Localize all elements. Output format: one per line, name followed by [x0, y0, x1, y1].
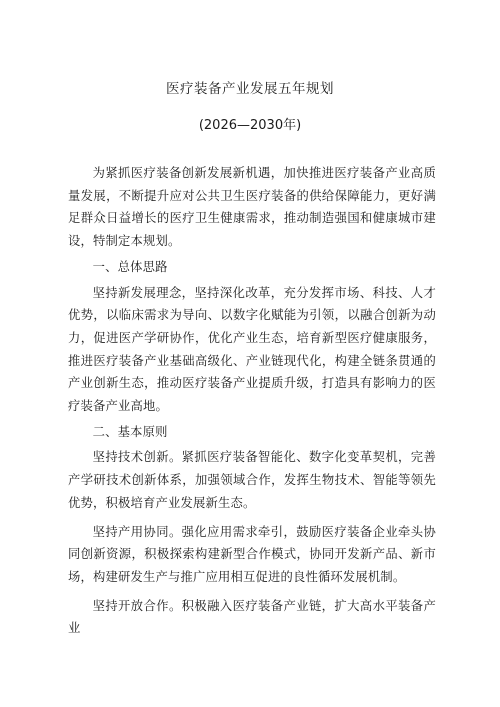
document-body [68, 162, 436, 640]
overall-approach-paragraph: 坚持新发展理念，坚持深化改革，充分发挥市场、科技、人才优势，以临床需求为导向、以数字化赋能为引领，以融合创新为动力，促进医产学研协作，优化产业生态，培育新型医疗健康服务，推进医疗装备产业基础高级化、产业链现代化，构建全链条贯通的产业创新生态，推动医疗装备产业提质升级，打造具有影响力的医疗装备产业高地。 [68, 285, 436, 414]
document-title: 医疗装备产业发展五年规划 [166, 81, 334, 97]
principle-tech-innovation-paragraph: 坚持技术创新。紧抓医疗装备智能化、数字化变革契机，完善产学研技术创新体系，加强领域合作，发挥生物技术、智能等领先优势，积极培育产业发展新生态。 [68, 450, 436, 510]
section-heading-basic-principles: 二、基本原则 [92, 424, 168, 439]
section-heading-overall-approach: 一、总体思路 [92, 259, 168, 274]
principle-production-use-paragraph: 坚持产用协同。强化应用需求牵引，鼓励医疗装备企业牵头协同创新资源，积极探索构建新型合作模式，协同开发新产品、新市场，构建研发生产与推广应用相互促进的良性循环发展机制。 [68, 524, 436, 584]
intro-paragraph: 为紧抓医疗装备创新发展新机遇，加快推进医疗装备产业高质量发展，不断提升应对公共卫生医疗装备的供给保障能力，更好满足群众日益增长的医疗卫生健康需求，推动制造强国和健康城市建设，特制定本规划。 [68, 166, 436, 249]
document-subtitle: (2026—2030年) [198, 118, 302, 133]
principle-open-cooperation-paragraph: 坚持开放合作。积极融入医疗装备产业链，扩大高水平装备产业 [68, 598, 436, 636]
